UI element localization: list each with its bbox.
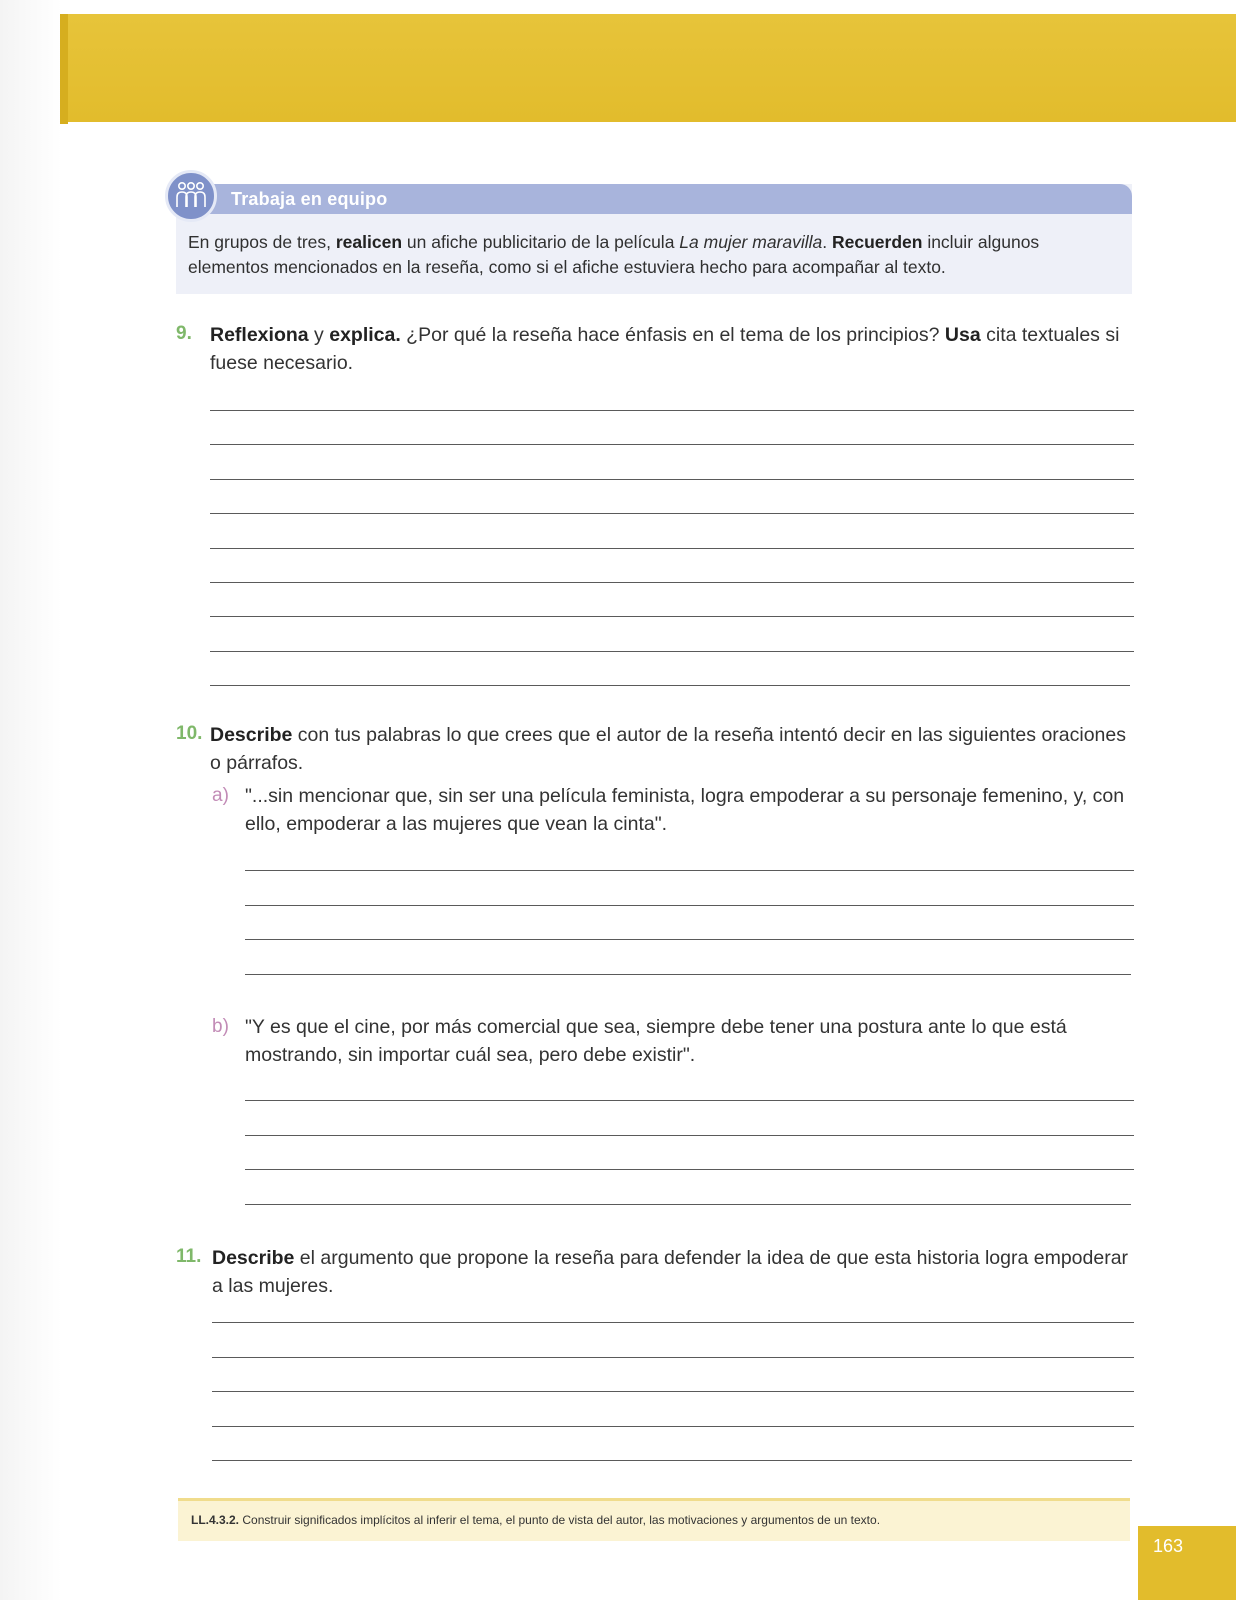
question-10-text: Describe con tus palabras lo que crees que el autor de la reseña intentó decir en las siguientes oraciones o párrafos. <box>210 724 1126 774</box>
subitem-a-quote: "...sin mencionar que, sin ser una película feminista, logra empoderar a su personaje femenino, y, con ello, empoderar a las mujeres que vean la cinta". <box>245 785 1125 835</box>
subitem-a-letter: a) <box>212 785 229 806</box>
answer-line[interactable] <box>212 1426 1134 1427</box>
answer-line[interactable] <box>210 651 1134 652</box>
answer-line[interactable] <box>212 1391 1134 1392</box>
page-edge-shadow <box>0 0 62 1600</box>
answer-line[interactable] <box>212 1322 1134 1323</box>
answer-line[interactable] <box>212 1357 1134 1358</box>
skill-description: Construir significados implícitos al inferir el tema, el punto de vista del autor, las motivaciones y argumentos de un texto. <box>242 1513 881 1527</box>
answer-line[interactable] <box>210 444 1134 445</box>
answer-line[interactable] <box>245 1135 1134 1136</box>
answer-line[interactable] <box>210 616 1134 617</box>
answer-line[interactable] <box>210 582 1134 583</box>
answer-line[interactable] <box>245 905 1134 906</box>
answer-line[interactable] <box>245 974 1131 975</box>
answer-line[interactable] <box>245 1204 1131 1205</box>
subitem-b-quote: "Y es que el cine, por más comercial que sea, siempre debe tener una postura ante lo que está mostrando, sin importar cuál sea, pero debe existir". <box>245 1016 1067 1066</box>
question-10-number: 10. <box>176 723 203 744</box>
answer-line[interactable] <box>245 870 1134 871</box>
top-color-band <box>60 14 1236 122</box>
answer-line[interactable] <box>210 410 1134 411</box>
answer-line[interactable] <box>245 1169 1134 1170</box>
team-work-instructions: En grupos de tres, realicen un afiche publicitario de la película La mujer maravilla. Recuerden incluir algunos elementos mencionados en la reseña, como si el afiche estuviera hecho para acompañar al texto. <box>188 232 1040 277</box>
answer-line[interactable] <box>212 1460 1132 1461</box>
answer-line[interactable] <box>210 479 1134 480</box>
page-number: 163 <box>1153 1536 1184 1556</box>
skill-footer-text <box>191 1513 1111 1527</box>
people-group-icon <box>165 170 217 222</box>
answer-line[interactable] <box>210 548 1134 549</box>
subitem-b-letter: b) <box>212 1016 229 1037</box>
question-11-number: 11. <box>176 1246 202 1267</box>
question-11-text: Describe el argumento que propone la reseña para defender la idea de que esta historia logra empoderar a las mujeres. <box>212 1247 1129 1297</box>
answer-line[interactable] <box>210 685 1130 686</box>
skill-code: LL.4.3.2. <box>191 1513 240 1527</box>
top-band-edge <box>60 14 68 124</box>
answer-line[interactable] <box>245 939 1134 940</box>
question-9-number: 9. <box>176 323 192 344</box>
answer-line[interactable] <box>210 513 1134 514</box>
answer-line[interactable] <box>245 1100 1134 1101</box>
question-9-text: Reflexiona y explica. ¿Por qué la reseña hace énfasis en el tema de los principios? Usa cita textuales si fuese necesario. <box>210 324 1120 374</box>
team-work-title: Trabaja en equipo <box>231 189 388 209</box>
